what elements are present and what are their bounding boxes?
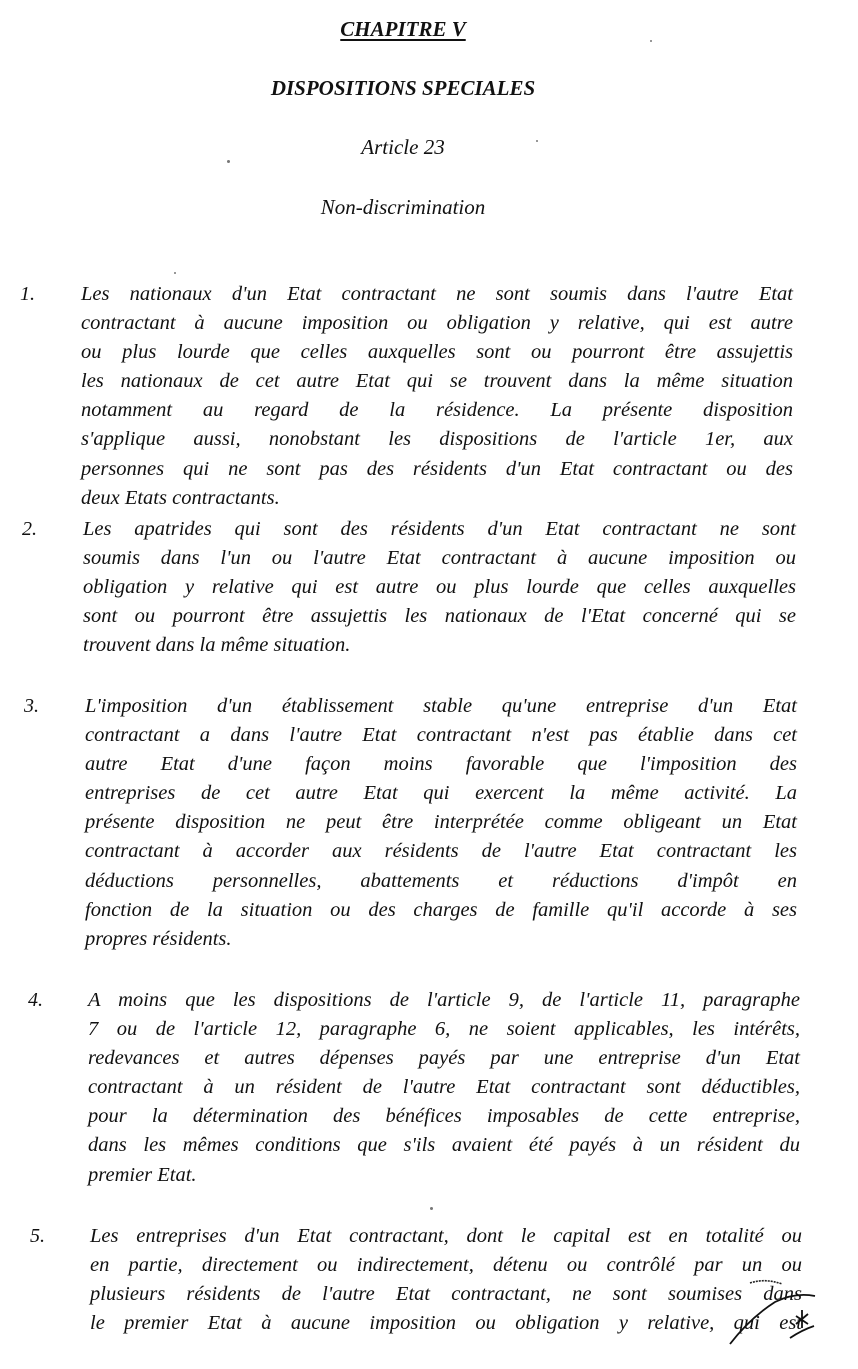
- paragraph-line: contractant à aucune imposition ou obligation y relative, qui est autre: [81, 312, 793, 335]
- scan-speck: [536, 140, 538, 142]
- paragraph-line: contractant a dans l'autre Etat contractant n'est pas établie dans cet: [85, 724, 797, 747]
- paragraph-line: déductions personnelles, abattements et réductions d'impôt en: [85, 869, 797, 892]
- paragraph-line: autre Etat d'une façon moins favorable que l'imposition des: [85, 753, 797, 776]
- paragraph-body: [83, 515, 796, 660]
- article-subject: Non-discrimination: [320, 195, 486, 219]
- scan-speck: [430, 1207, 433, 1210]
- paragraph-number: 3.: [24, 695, 39, 717]
- paragraph-number: 5.: [30, 1225, 45, 1247]
- paragraph-line: présente disposition ne peut être interprétée comme obligeant un Etat: [85, 811, 797, 834]
- section-title: DISPOSITIONS SPECIALES: [270, 76, 536, 100]
- scan-speck: [227, 160, 230, 163]
- asterisk-stroke: [796, 1310, 808, 1328]
- paragraph-line: contractant à accorder aux résidents de l'autre Etat contractant les: [85, 840, 797, 863]
- paragraph-number: 4.: [28, 989, 43, 1011]
- paragraph-line: deux Etats contractants.: [81, 486, 280, 509]
- paragraph-line: contractant à un résident de l'autre Etat contractant sont déductibles,: [88, 1076, 800, 1099]
- paragraph-line: redevances et autres dépenses payés par une entreprise d'un Etat: [88, 1047, 800, 1070]
- paragraph-number: 2.: [22, 518, 37, 540]
- paragraph-line: en partie, directement ou indirectement, détenu ou contrôlé par un ou: [90, 1254, 802, 1277]
- chapter-heading: [0, 17, 806, 42]
- paragraph-line: le premier Etat à aucune imposition ou obligation y relative, qui est: [90, 1312, 802, 1335]
- scan-speck: [650, 40, 652, 42]
- paragraph-number: 1.: [20, 283, 35, 305]
- paragraph-line: soumis dans l'un ou l'autre Etat contractant à aucune imposition ou: [83, 547, 796, 570]
- handwritten-initial-mark: [720, 1278, 820, 1350]
- paragraph-body: [88, 986, 800, 1190]
- paragraph-line: 7 ou de l'article 12, paragraphe 6, ne soient applicables, les intérêts,: [88, 1018, 800, 1041]
- paragraph-line: notamment au regard de la résidence. La présente disposition: [81, 399, 793, 422]
- paragraph-line: pour la détermination des bénéfices imposables de cette entreprise,: [88, 1105, 800, 1128]
- paragraph-line: Les nationaux d'un Etat contractant ne sont soumis dans l'autre Etat: [81, 283, 793, 305]
- paragraph-line: plusieurs résidents de l'autre Etat contractant, ne sont soumises dans: [90, 1283, 802, 1306]
- paragraph-line: premier Etat.: [88, 1163, 197, 1186]
- paragraph-line: personnes qui ne sont pas des résidents d'un Etat contractant ou des: [81, 457, 793, 480]
- mark-stroke: [750, 1281, 782, 1284]
- paragraph-body: [81, 280, 793, 513]
- paragraph-line: Les apatrides qui sont des résidents d'un Etat contractant ne sont: [83, 518, 796, 540]
- paragraph-line: trouvent dans la même situation.: [83, 634, 351, 657]
- scan-speck: [174, 272, 176, 274]
- paragraph-line: entreprises de cet autre Etat qui exercent la même activité. La: [85, 782, 797, 805]
- paragraph-line: ou plus lourde que celles auxquelles sont ou pourront être assujettis: [81, 341, 793, 364]
- chapter-title: CHAPITRE V: [340, 17, 466, 41]
- paragraph-line: propres résidents.: [85, 927, 232, 950]
- paragraph-body: [90, 1222, 802, 1338]
- paragraph-line: fonction de la situation ou des charges de famille qu'il accorde à ses: [85, 898, 797, 921]
- paragraph-line: L'imposition d'un établissement stable qu'une entreprise d'un Etat: [85, 695, 797, 717]
- paragraph-line: A moins que les dispositions de l'article 9, de l'article 11, paragraphe: [88, 989, 800, 1011]
- paragraph-line: s'applique aussi, nonobstant les dispositions de l'article 1er, aux: [81, 428, 793, 451]
- paragraph-line: obligation y relative qui est autre ou plus lourde que celles auxquelles: [83, 576, 796, 599]
- article-number: Article 23: [361, 135, 445, 159]
- paragraph-body: [85, 692, 797, 954]
- paragraph-line: dans les mêmes conditions que s'ils avaient été payés à un résident du: [88, 1134, 800, 1157]
- paragraph-line: sont ou pourront être assujettis les nationaux de l'Etat concerné qui se: [83, 605, 796, 628]
- paragraph-line: les nationaux de cet autre Etat qui se trouvent dans la même situation: [81, 370, 793, 393]
- paragraph-line: Les entreprises d'un Etat contractant, dont le capital est en totalité ou: [90, 1225, 802, 1247]
